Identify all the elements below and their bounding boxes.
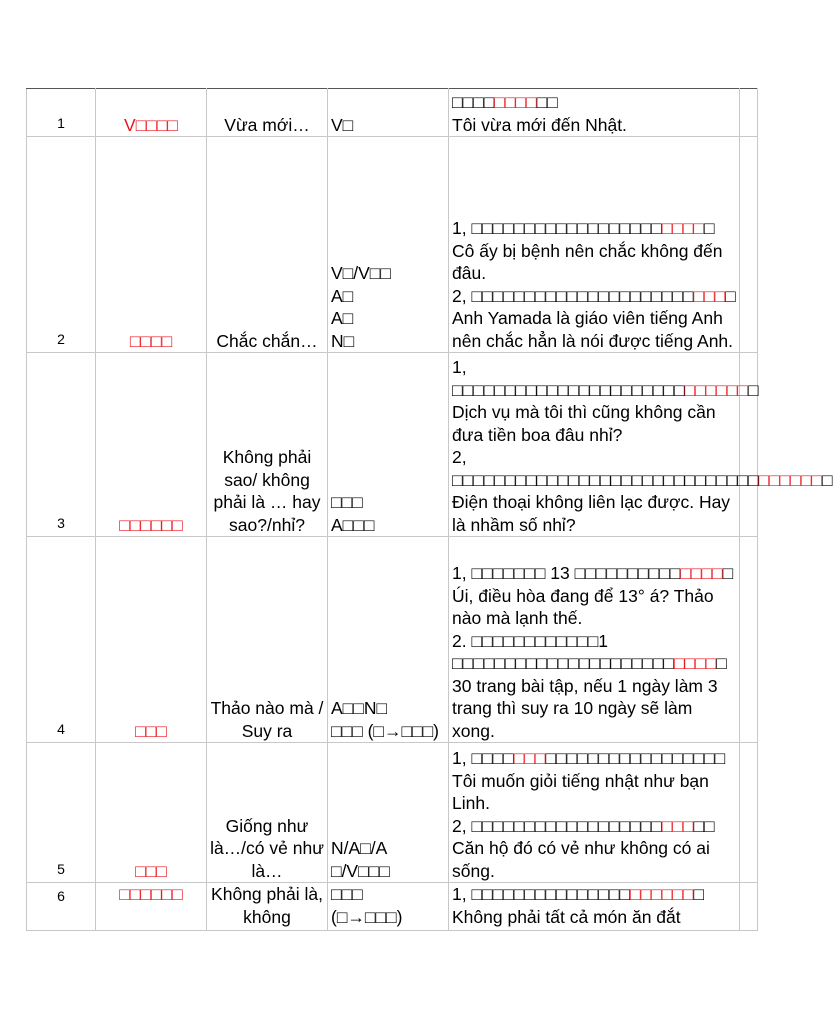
highlighted-pattern: □□□□ xyxy=(494,92,537,112)
table-row xyxy=(27,883,758,931)
example-line: 2, □□□□□□□□□□□□□□□□□□□□□□□ xyxy=(452,815,715,836)
meaning-cell: Vừa mới… xyxy=(207,89,328,137)
row-number: 2 xyxy=(27,137,96,353)
example-line: 2. □□□□□□□□□□□□1 □□□□□□□□□□□□□□□□□□□□□□□□□□ xyxy=(452,630,727,673)
form-line: V□ xyxy=(331,114,354,135)
form-line: A□ xyxy=(331,285,354,306)
spacer-cell xyxy=(740,743,758,883)
table-row xyxy=(27,89,758,137)
meaning-cell: Thảo nào mà / Suy ra xyxy=(207,537,328,743)
form-cell xyxy=(328,743,449,883)
highlighted-pattern: □□□□□□ xyxy=(684,379,748,400)
form-line: □□□ xyxy=(331,884,363,904)
example-cell xyxy=(449,743,740,883)
row-number: 6 xyxy=(27,883,96,931)
form-line: A□□□ xyxy=(331,514,375,535)
spacer-cell xyxy=(740,137,758,353)
example-line: 1, □□□□□□□□□□□□□□□□□□□□□□ xyxy=(452,884,705,904)
meaning-cell: Chắc chắn… xyxy=(207,137,328,353)
example-line: Tôi muốn giỏi tiếng nhật như bạn Linh. xyxy=(452,770,709,813)
table-row xyxy=(27,137,758,353)
example-line: Anh Yamada là giáo viên tiếng Anh nên chắc hẳn là nói được tiếng Anh. xyxy=(452,308,734,351)
form-line: □□□ xyxy=(331,492,363,512)
example-line: 1, □□□□□□□□□□□□□□□□□□□□□□□ xyxy=(452,218,715,238)
example-cell xyxy=(449,137,740,353)
example-line: □□□□□□□□□□ xyxy=(452,92,558,112)
highlighted-pattern: □□□□□□ xyxy=(630,884,694,904)
example-line: 2, □□□□□□□□□□□□□□□□□□□□□□□□□ xyxy=(452,285,736,306)
highlighted-pattern: □□□ xyxy=(513,748,546,768)
example-line: 30 trang bài tập, nếu 1 ngày làm 3 trang thì suy ra 10 ngày sẽ làm xong. xyxy=(452,675,718,741)
spacer-cell xyxy=(740,883,758,931)
row-number: 3 xyxy=(27,353,96,537)
grammar-pattern: □□□ xyxy=(96,537,207,743)
example-line: 1, □□□□□□□□□□□□□□□□□□□□□□□□□□□□□ xyxy=(452,357,759,400)
example-cell xyxy=(449,883,740,931)
highlighted-pattern: □□□□□□ xyxy=(758,469,822,490)
meaning-cell: Không phải là, không xyxy=(207,883,328,931)
form-cell xyxy=(328,537,449,743)
form-line: (□→□□□) xyxy=(331,906,403,927)
highlighted-pattern: □□□ xyxy=(693,285,726,306)
example-line: Căn hộ đó có vẻ như không có ai sống. xyxy=(452,838,710,881)
form-line: □□□ (□→□□□) xyxy=(331,720,440,741)
example-cell xyxy=(449,89,740,137)
table-body xyxy=(27,89,833,931)
meaning-cell: Giống như là…/có vẻ như là… xyxy=(207,743,328,883)
example-line: 2, □□□□□□□□□□□□□□□□□□□□□□□□□□□□□□□□□□□□ xyxy=(452,447,833,490)
grammar-pattern: □□□□ xyxy=(96,137,207,353)
form-line: A□ xyxy=(331,308,354,328)
grammar-table xyxy=(26,88,833,931)
example-line: Không phải tất cả món ăn đắt xyxy=(452,906,681,927)
row-number: 1 xyxy=(27,89,96,137)
form-cell xyxy=(328,137,449,353)
table-row xyxy=(27,537,758,743)
highlighted-pattern: □□□ xyxy=(661,815,694,836)
form-cell xyxy=(328,883,449,931)
example-line: Dịch vụ mà tôi thì cũng không cần đưa tiền boa đâu nhỉ? xyxy=(452,402,716,445)
example-line: Tôi vừa mới đến Nhật. xyxy=(452,114,627,135)
form-cell xyxy=(328,353,449,537)
example-line: 1, □□□□□□□□□□□□□□□□□□□□□□□□ xyxy=(452,748,726,768)
example-line: Úi, điều hòa đang để 13° á? Thảo nào mà lạnh thế. xyxy=(452,585,714,628)
spacer-cell xyxy=(740,537,758,743)
form-line: A□□N□ xyxy=(331,698,388,718)
grammar-pattern: V□□□□ xyxy=(96,89,207,137)
example-cell xyxy=(449,353,833,537)
highlighted-pattern: □□□□ xyxy=(680,563,723,583)
example-line: Điện thoại không liên lạc được. Hay là nhầm số nhỉ? xyxy=(452,492,731,535)
table-row xyxy=(27,353,758,537)
highlighted-pattern: □□□□ xyxy=(661,218,704,238)
form-line: □/V□□□ xyxy=(331,860,390,881)
meaning-cell: Không phải sao/ không phải là … hay sao?/nhỉ? xyxy=(207,353,328,537)
form-line: V□/V□□ xyxy=(331,263,391,283)
example-line: Cô ấy bị bệnh nên chắc không đến đâu. xyxy=(452,240,723,283)
row-number: 4 xyxy=(27,537,96,743)
form-line: N□ xyxy=(331,330,355,351)
example-line: 1, □□□□□□□ 13 □□□□□□□□□□□□□□□ xyxy=(452,563,734,583)
table-row xyxy=(27,743,758,883)
spacer-cell xyxy=(740,89,758,137)
row-number: 5 xyxy=(27,743,96,883)
grammar-pattern: □□□□□□ xyxy=(96,883,207,931)
example-cell xyxy=(449,537,740,743)
form-line: N/A□/A xyxy=(331,838,388,858)
form-cell xyxy=(328,89,449,137)
grammar-pattern: □□□□□□ xyxy=(96,353,207,537)
highlighted-pattern: □□□□ xyxy=(673,653,717,673)
grammar-pattern: □□□ xyxy=(96,743,207,883)
